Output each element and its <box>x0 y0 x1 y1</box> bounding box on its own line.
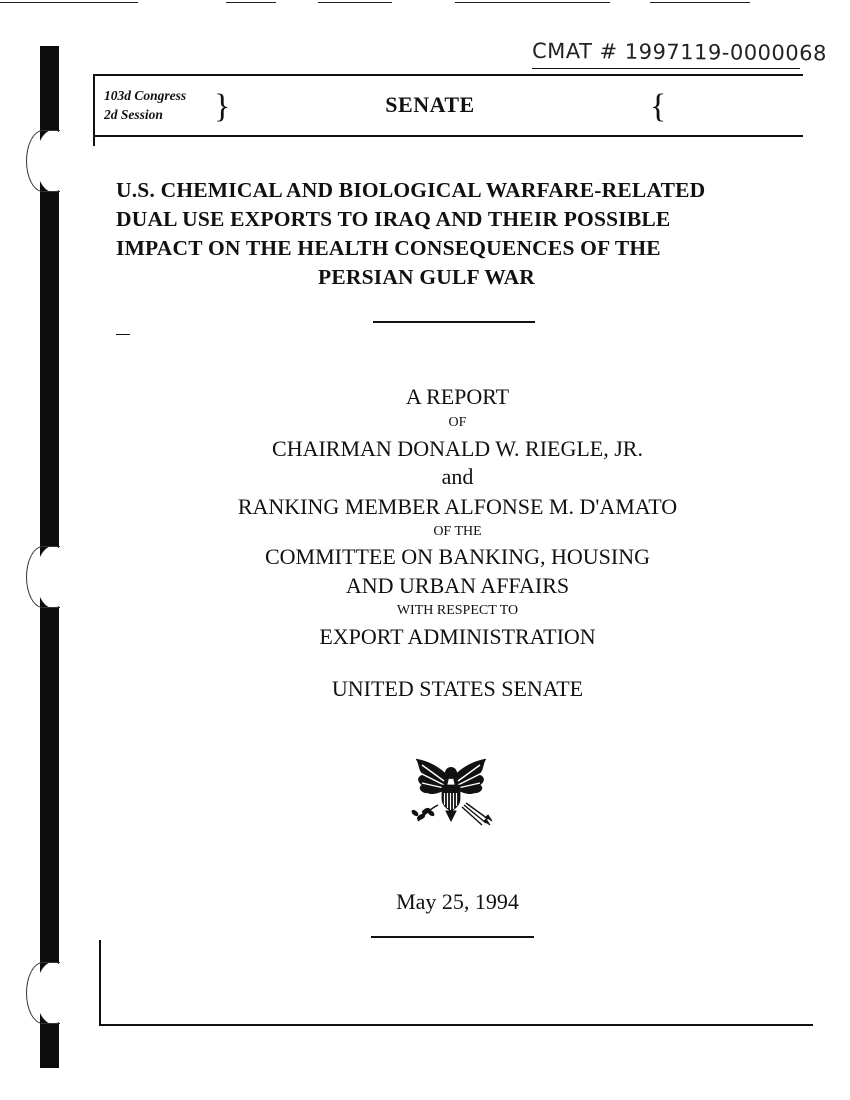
scan-artifact-line <box>226 2 276 3</box>
report-title <box>100 176 810 292</box>
congress-line: 103d Congress <box>104 88 187 103</box>
footer-left-rule <box>99 940 101 1026</box>
punch-hole-edge <box>26 546 60 608</box>
punch-hole-edge <box>26 130 60 192</box>
scan-artifact-line <box>650 2 750 3</box>
ranking-member-name: RANKING MEMBER ALFONSE M. D'AMATO <box>237 494 678 519</box>
footer-bottom-rule <box>99 1024 813 1026</box>
header-bottom-rule <box>93 135 803 137</box>
title-line: U.S. CHEMICAL AND BIOLOGICAL WARFARE-RELATED <box>116 178 706 202</box>
punch-hole-edge <box>26 962 60 1024</box>
handwritten-control-number: CMAT # 1997119-0000068 <box>531 38 828 66</box>
with-respect-to: WITH RESPECT TO <box>396 603 519 618</box>
right-brace: } <box>214 88 231 125</box>
title-line: IMPACT ON THE HEALTH CONSEQUENCES OF THE <box>116 236 661 260</box>
scan-artifact-line <box>0 2 138 3</box>
title-rule <box>373 321 535 323</box>
chairman-name: CHAIRMAN DONALD W. RIEGLE, JR. <box>272 436 643 461</box>
committee-name-line1: COMMITTEE ON BANKING, HOUSING <box>265 544 650 569</box>
session-line: 2d Session <box>104 107 163 122</box>
scan-artifact-mark <box>116 334 130 335</box>
left-brace: { <box>650 88 667 125</box>
report-date: May 25, 1994 <box>396 889 519 914</box>
date-rule <box>371 936 534 938</box>
chamber-heading: SENATE <box>385 92 475 117</box>
scan-artifact-line <box>455 2 610 3</box>
scan-artifact-line <box>318 2 392 3</box>
export-administration: EXPORT ADMINISTRATION <box>319 624 596 649</box>
committee-name-line2: AND URBAN AFFAIRS <box>345 573 570 598</box>
title-line: PERSIAN GULF WAR <box>318 265 536 289</box>
congress-session <box>104 86 186 124</box>
eagle-seal-icon <box>404 755 498 829</box>
header-top-rule <box>93 74 803 76</box>
handwritten-underline <box>532 68 800 69</box>
of-the-text: OF THE <box>433 524 482 539</box>
and-text: and <box>441 464 474 489</box>
report-of: OF <box>448 415 467 430</box>
report-label: A REPORT <box>405 384 510 409</box>
title-line: DUAL USE EXPORTS TO IRAQ AND THEIR POSSIBLE <box>116 207 671 231</box>
united-states-senate: UNITED STATES SENATE <box>331 676 584 701</box>
